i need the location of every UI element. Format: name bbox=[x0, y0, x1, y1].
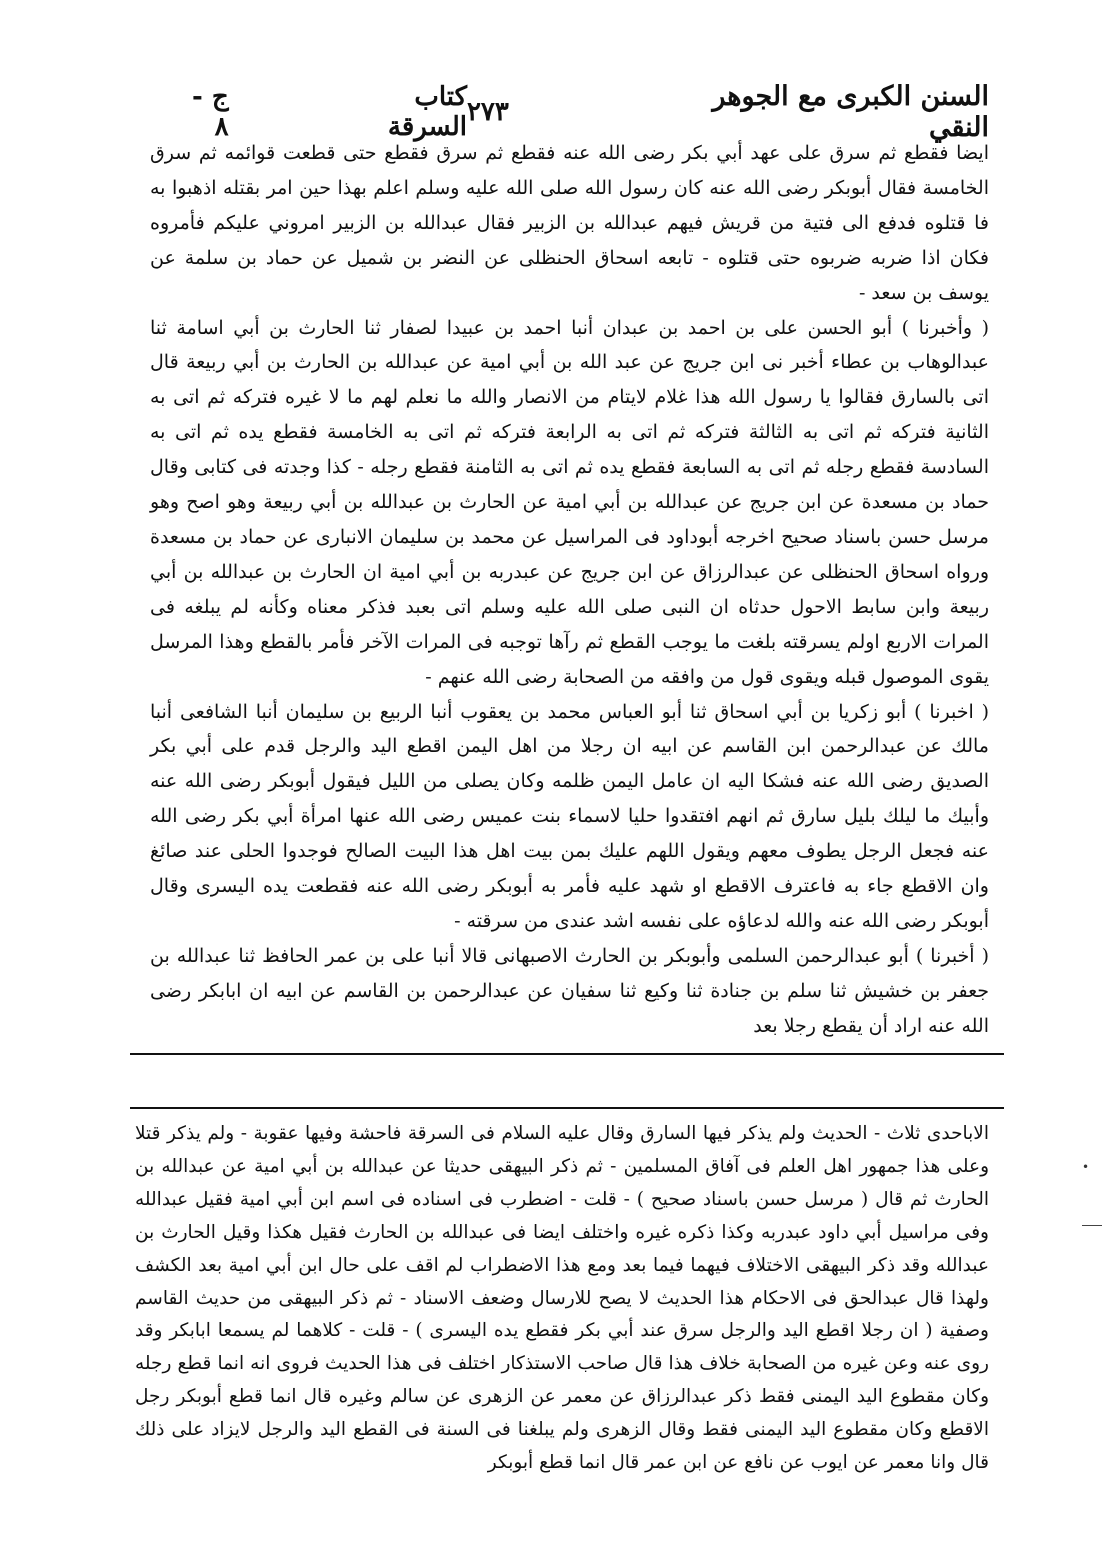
main-paragraph: ( وأخبرنا ) أبو الحسن على بن احمد بن عبدان أنبا احمد بن عبيدا لصفار ثنا الحارث بن أبي اسامة ثنا عبدالوهاب بن عطاء أخبر نى ابن جريج عن عبد الله بن أبي امية عن عبدالله بن الحارث بن أبي ربيعة قال اتى بالسارق فقالوا يا رسول الله هذا غلام لايتام من الانصار والله ما نعلم لهم ما لا غيره فتركه ثم اتى به الثانية فتركه ثم اتى به الثالثة فتركه ثم اتى به الرابعة فتركه ثم اتى به الخامسة فقطع يده ثم اتى به السادسة فقطع رجله ثم اتى به السابعة فقطع يده ثم اتى به الثامنة فقطع رجله - كذا وجدته فى كتابى وقال حماد بن مسعدة عن ابن جريج عن عبدالله بن أبي امية عن الحارث بن عبدالله بن أبي ربيعة وهو اصح وهو مرسل حسن باسناد صحيح اخرجه أبوداود فى المراسيل عن محمد بن سليمان الانبارى عن حماد بن مسعدة ورواه اسحاق الحنظلى عن عبدالرزاق عن ابن جريج عن عبدربه بن أبي امية ان الحارث بن عبدالله بن أبي ربيعة وابن سابط الاحول حدثاه ان النبى صلى الله عليه وسلم اتى بعبد فذكر معناه وكأنه لم يبلغه فى المرات الاربع اولم يسرقته بلغت ما يوجب القطع ثم رآها توجبه فى المرات الآخر فأمر بالقطع وهذا المرسل يقوى الموصول قبله ويقوى قول من وافقه من الصحابة رضى الله عنهم - bbox=[150, 316, 989, 688]
page-number: ٢٧٣ bbox=[466, 97, 509, 127]
page-header bbox=[170, 81, 989, 143]
chapter-title: كتاب السرقة bbox=[387, 82, 467, 142]
main-text bbox=[150, 136, 989, 1044]
volume-label: ج - ٨ bbox=[192, 82, 229, 142]
book-title: السنن الكبرى مع الجوهر النقي bbox=[712, 81, 989, 143]
main-paragraph: ( اخبرنا ) أبو زكريا بن أبي اسحاق ثنا أبو العباس محمد بن يعقوب أنبا الربيع بن سليمان أنبا الشافعى أنبا مالك عن عبدالرحمن ابن القاسم عن ابيه ان رجلا من اهل اليمن اقطع اليد والرجل قدم على أبي بكر الصديق رضى الله عنه فشكا اليه ان عامل اليمن ظلمه وكان يصلى من الليل فيقول أبوبكر رضى الله عنه وأبيك ما ليلك بليل سارق ثم انهم افتقدوا حليا لاسماء بنت عميس رضى الله عنها امرأة أبي بكر رضى الله عنه فجعل الرجل يطوف معهم ويقول اللهم عليك بمن بيت اهل هذا البيت الصالح فوجدوا الحلى عند صائغ وان الاقطع جاء به فاعترف الاقطع او شهد عليه فأمر به أبوبكر رضى الله عنه فقطعت يده اليسرى وقال أبوبكر رضى الله عنه والله لدعاؤه على نفسه اشد عندى من سرقته - bbox=[150, 700, 989, 932]
margin-dot-mark: • bbox=[1082, 1160, 1090, 1174]
margin-line-mark bbox=[1082, 1225, 1102, 1226]
footnote-text bbox=[135, 1118, 989, 1480]
main-paragraph: ( أخبرنا ) أبو عبدالرحمن السلمى وأبوبكر بن الحارث الاصبهانى قالا أنبا على بن عمر الحافظ ثنا عبدالله بن جعفر بن خشيش ثنا سلم بن جنادة ثنا وكيع ثنا سفيان عن عبدالرحمن بن القاسم عن ابيه ان ابابكر رضى الله عنه اراد أن يقطع رجلا بعد bbox=[150, 944, 989, 1037]
footnote-paragraph: الاباحدى ثلاث - الحديث ولم يذكر فيها السارق وقال عليه السلام فى السرقة فاحشة وفيها عقوبة - ولم يذكر قتلا وعلى هذا جمهور اهل العلم فى آفاق المسلمين - ثم ذكر البيهقى حديثا عن عبدالله بن أبي امية عن عبدالله بن الحارث ثم قال ( مرسل حسن باسناد صحيح ) - قلت - اضطرب فى اسناده فى اسم ابن أبي امية فقيل عبدالله وفى مراسيل أبي داود عبدربه وكذا ذكره غيره واختلف ايضا فى عبدالله بن الحارث فقيل هكذا وقيل الحارث بن عبدالله وقد ذكر البيهقى الاختلاف فيهما فيما بعد ومع هذا الاضطراب لم اقف على حال ابن أبي امية بعد الكشف ولهذا قال عبدالحق فى الاحكام هذا الحديث لا يصح للارسال وضعف الاسناد - ثم ذكر البيهقى من حديث القاسم وصفية ( ان رجلا اقطع اليد والرجل سرق عند أبي بكر فقطع يده اليسرى ) - قلت - كلاهما لم يسمعا ابابكر وقد روى عنه وعن غيره من الصحابة خلاف هذا قال صاحب الاستذكار اختلف فى هذا الحديث فروى انه انما قطع رجله وكان مقطوع اليد اليمنى فقط ذكر عبدالرزاق عن معمر عن الزهرى عن سالم وغيره قال انما قطع أبوبكر رجل الاقطع وكان مقطوع اليد اليمنى فقط وقال الزهرى ولم يبلغنا فى السنة فى القطع اليد والرجل لايزاد على ذلك قال وانا معمر عن ايوب عن نافع عن ابن عمر قال انما قطع أبوبكر bbox=[135, 1123, 989, 1474]
footnote-rule bbox=[130, 1107, 1004, 1109]
main-paragraph: ايضا فقطع ثم سرق على عهد أبي بكر رضى الله عنه فقطع ثم سرق فقطع حتى قطعت قوائمه ثم سرق الخامسة فقال أبوبكر رضى الله عنه كان رسول الله صلى الله عليه وسلم اعلم بهذا حين امر بقتله اذهبوا به فا قتلوه فدفع الى فتية من قريش فيهم عبدالله بن الزبير فقال عبدالله بن الزبير امروني عليكم فأمروه فكان اذا ضربه ضربوه حتى قتلوه - تابعه اسحاق الحنظلى عن النضر بن شميل عن حماد بن سلمة عن يوسف بن سعد - bbox=[150, 142, 989, 304]
main-text-rule bbox=[130, 1053, 1004, 1055]
